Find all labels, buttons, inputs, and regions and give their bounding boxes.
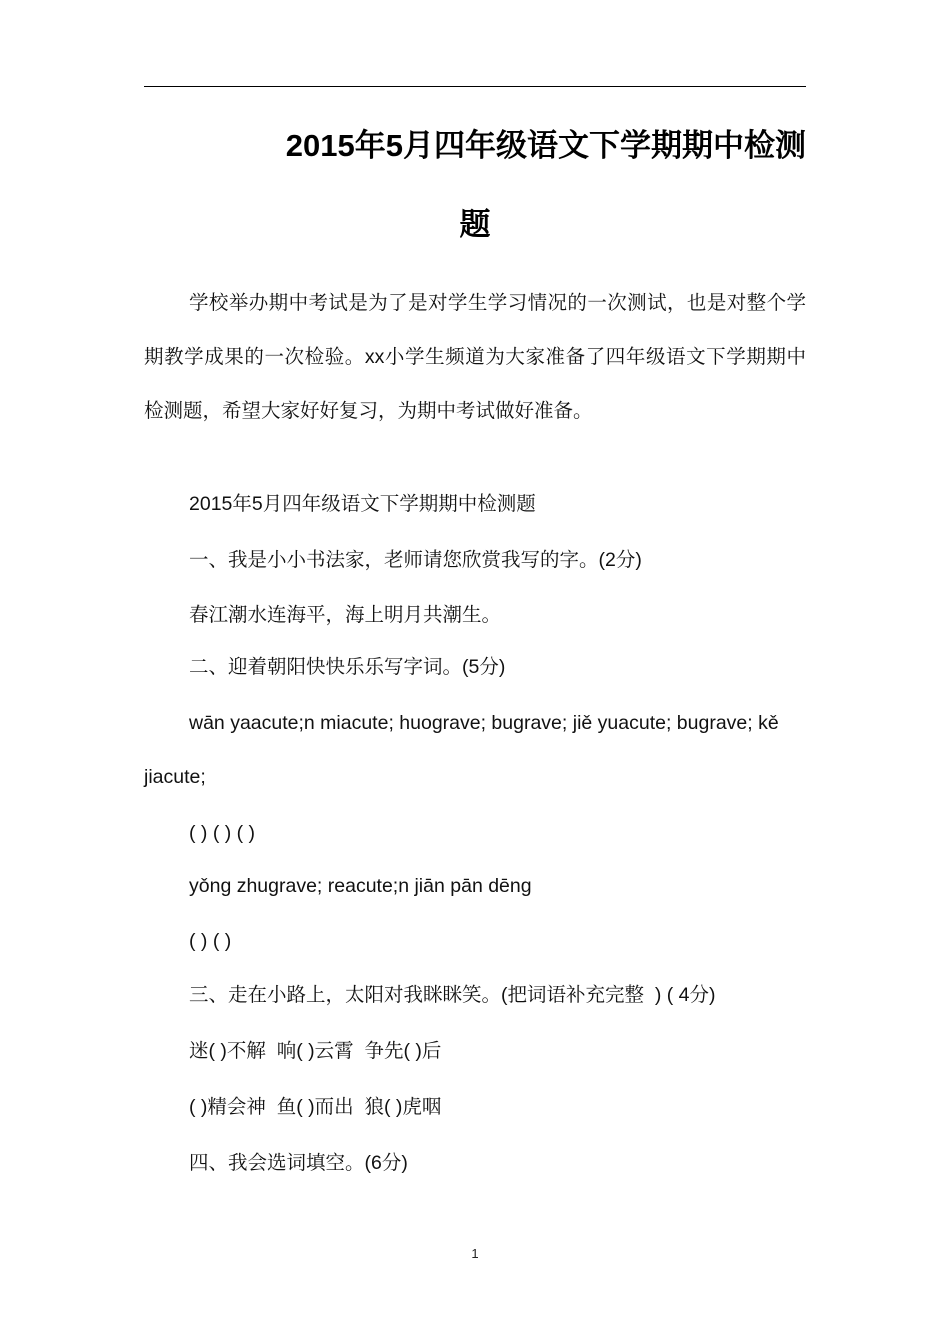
section-1-poem: 春江潮水连海平，海上明月共潮生。: [189, 604, 502, 626]
answer-blanks-row-2: ( ) ( ): [189, 930, 232, 952]
page-number: 1: [471, 1246, 479, 1261]
section-1-heading: 一、我是小小书法家，老师请您欣赏我写的字。(2分): [189, 549, 642, 571]
answer-blanks-row-1: ( ) ( ) ( ): [189, 822, 256, 844]
idiom-row-2: ( )精会神 鱼( )而出 狼( )虎咽: [189, 1096, 442, 1118]
pinyin-row-2: yǒng zhugrave; reacute;n jiān pān dēng: [189, 875, 532, 897]
section-4-heading: 四、我会选词填空。(6分): [189, 1152, 408, 1174]
exam-subtitle: 2015年5月四年级语文下学期期中检测题: [189, 493, 536, 515]
header-rule: [144, 86, 806, 87]
document-title-line-2: 题: [459, 207, 491, 242]
pinyin-row-1: wān yaacute;n miacute; huograve; bugrave; jiě yuacute; bugrave; kě: [189, 712, 779, 734]
section-2-heading: 二、迎着朝阳快快乐乐写字词。(5分): [189, 656, 506, 678]
intro-paragraph: 学校举办期中考试是为了是对学生学习情况的一次测试，也是对整个学期教学成果的一次检验。xx小学生频道为大家准备了四年级语文下学期期中检测题，希望大家好好复习，为期中考试做好准备。: [144, 292, 806, 422]
document-title-line-1: 2015年5月四年级语文下学期期中检测: [285, 128, 806, 163]
idiom-row-1: 迷( )不解 响( )云霄 争先( )后: [189, 1040, 442, 1062]
section-3-heading: 三、走在小路上，太阳对我眯眯笑。(把词语补充完整 ) ( 4分): [189, 984, 716, 1006]
pinyin-row-1-continued: jiacute;: [144, 766, 206, 788]
